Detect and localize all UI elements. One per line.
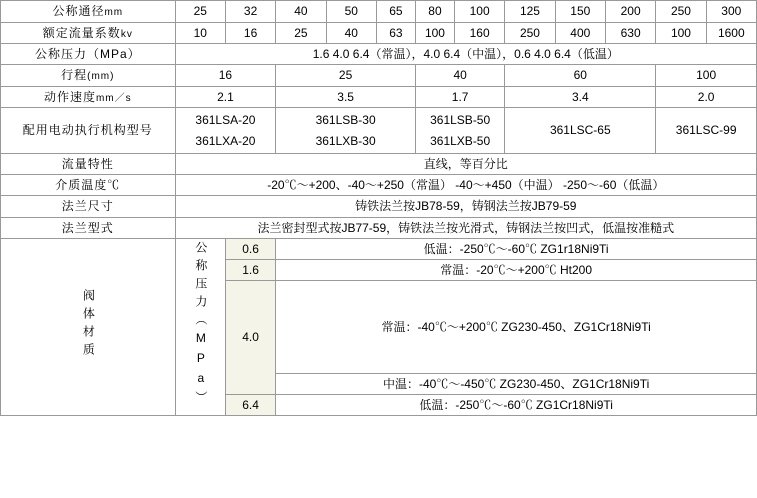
- cell-value: 125: [505, 1, 555, 23]
- cell-medium-temperature-value: -20℃～+200、-40～+250（常温） -40～+450（中温） -250～-60（低温）: [175, 175, 756, 196]
- cell-value: 250: [656, 1, 706, 23]
- cell-pressure-value: 6.4: [225, 394, 275, 415]
- cell-value: 1600: [706, 22, 756, 44]
- actuator-model-text: 361LXB-30: [315, 133, 376, 148]
- table-row: [1, 22, 757, 44]
- cell-value: 50: [326, 1, 376, 23]
- cell-pressure-value: 4.0: [225, 281, 275, 395]
- row-label-medium-temperature: 介质温度℃: [1, 175, 176, 196]
- cell-material-desc: 低温：-250℃～-60℃ ZG1Cr18Ni9Ti: [276, 394, 757, 415]
- row-label-pressure-group: 公称压力（MPa）: [175, 238, 225, 415]
- table-row: [1, 86, 757, 108]
- cell-value: 250: [505, 22, 555, 44]
- cell-actuator-group: [175, 108, 276, 154]
- cell-value: 2.1: [175, 86, 276, 108]
- cell-material-desc: 中温：-40℃～-450℃ ZG230-450、ZG1Cr18Ni9Ti: [276, 373, 757, 394]
- cell-flow-characteristic-value: 直线，等百分比: [175, 153, 756, 174]
- cell-value: 25: [175, 1, 225, 23]
- table-row: [1, 153, 757, 174]
- cell-flange-size-value: 铸铁法兰按JB78-59，铸钢法兰按JB79-59: [175, 196, 756, 217]
- cell-flange-type-value: 法兰密封型式按JB77-59，铸铁法兰按光滑式，铸钢法兰按凹式，低温按准糙式: [175, 217, 756, 238]
- cell-value: 1.7: [415, 86, 504, 108]
- cell-actuator-group: 361LSC-65: [505, 108, 656, 154]
- cell-value: 10: [175, 22, 225, 44]
- cell-pressure-value: 0.6: [225, 238, 275, 259]
- table-row: [1, 44, 757, 65]
- cell-value: 25: [276, 65, 416, 87]
- row-label-action-speed: 动作速度mm／s: [1, 86, 176, 108]
- cell-value: 63: [376, 22, 415, 44]
- table-row: [1, 238, 757, 259]
- cell-value: 60: [505, 65, 656, 87]
- cell-material-desc: 常温：-20℃～+200℃ Ht200: [276, 259, 757, 280]
- row-label-stroke: 行程(mm): [1, 65, 176, 87]
- actuator-model-text: 361LXB-50: [430, 133, 491, 148]
- cell-actuator-group: [276, 108, 416, 154]
- cell-value: 100: [454, 1, 504, 23]
- cell-value: 40: [276, 1, 326, 23]
- cell-actuator-group: [415, 108, 504, 154]
- actuator-model-text: 361LSB-30: [315, 113, 376, 128]
- row-label-nominal-pressure: 公称压力（MPa）: [1, 44, 176, 65]
- row-label-flange-size: 法兰尺寸: [1, 196, 176, 217]
- cell-value: 2.0: [656, 86, 757, 108]
- actuator-model-text: 361LSA-20: [195, 113, 256, 128]
- table-row: [1, 175, 757, 196]
- table-row: [1, 217, 757, 238]
- cell-value: 16: [225, 22, 275, 44]
- cell-value: 160: [454, 22, 504, 44]
- cell-value: 25: [276, 22, 326, 44]
- cell-value: 100: [656, 65, 757, 87]
- table-row: [1, 65, 757, 87]
- table-row: [1, 108, 757, 154]
- cell-value: 80: [415, 1, 454, 23]
- row-label-flange-type: 法兰型式: [1, 217, 176, 238]
- cell-value: 3.5: [276, 86, 416, 108]
- table-row: [1, 1, 757, 23]
- cell-pressure-value: 1.6: [225, 259, 275, 280]
- cell-value: 630: [605, 22, 655, 44]
- cell-value: 150: [555, 1, 605, 23]
- row-label-valve-body-material: 阀体材质: [1, 238, 176, 415]
- actuator-model-text: 361LSB-50: [430, 113, 491, 128]
- cell-value: 3.4: [505, 86, 656, 108]
- cell-value: 100: [415, 22, 454, 44]
- cell-value: 400: [555, 22, 605, 44]
- cell-value: 40: [415, 65, 504, 87]
- row-label-nominal-diameter: 公称通径mm: [1, 1, 176, 23]
- cell-value: 65: [376, 1, 415, 23]
- cell-value: 300: [706, 1, 756, 23]
- row-label-flow-coefficient: 额定流量系数kv: [1, 22, 176, 44]
- cell-material-desc: 常温：-40℃～+200℃ ZG230-450、ZG1Cr18Ni9Ti: [276, 281, 757, 373]
- row-label-flow-characteristic: 流量特性: [1, 153, 176, 174]
- cell-value: 32: [225, 1, 275, 23]
- cell-actuator-group: 361LSC-99: [656, 108, 757, 154]
- cell-value: 16: [175, 65, 276, 87]
- table-row: [1, 196, 757, 217]
- cell-material-desc: 低温：-250℃～-60℃ ZG1r18Ni9Ti: [276, 238, 757, 259]
- row-label-actuator-model: 配用电动执行机构型号: [1, 108, 176, 154]
- cell-value: 100: [656, 22, 706, 44]
- actuator-model-text: 361LXA-20: [195, 133, 256, 148]
- cell-value: 200: [605, 1, 655, 23]
- cell-nominal-pressure-value: 1.6 4.0 6.4（常温），4.0 6.4（中温），0.6 4.0 6.4（低温）: [175, 44, 756, 65]
- cell-value: 40: [326, 22, 376, 44]
